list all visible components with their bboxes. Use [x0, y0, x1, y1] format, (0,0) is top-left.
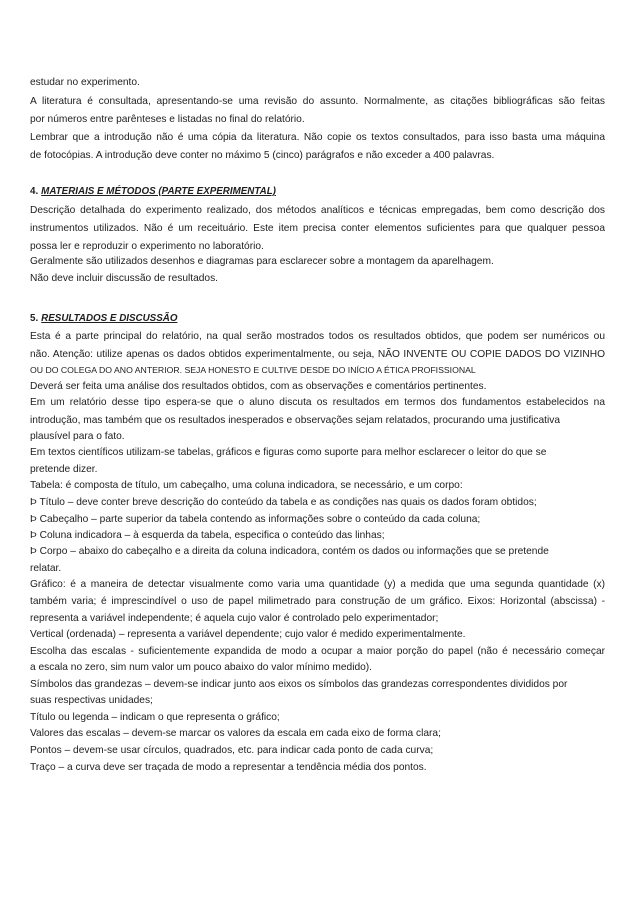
text-line: Esta é a parte principal do relatório, na qual serão mostrados todos os resultados obtidos, que podem ser numéricos ou	[30, 331, 605, 342]
text-line: pretende dizer.	[30, 464, 98, 475]
text-line: Não deve incluir discussão de resultados.	[30, 273, 219, 284]
text-line: Símbolos das grandezas – devem-se indicar junto aos eixos os símbolos das grandezas correspondentes divididos por	[30, 679, 568, 690]
text-line: relatar.	[30, 563, 62, 574]
text-line: instrumentos utilizados. Não é um receituário. Este item precisa conter elementos suficientes para que qualquer pessoa	[30, 223, 605, 234]
text-line: Em um relatório desse tipo espera-se que o aluno discuta os resultados em termos dos fundamentos estabelecidos na	[30, 397, 605, 408]
text-line: Geralmente são utilizados desenhos e diagramas para esclarecer sobre a montagem da aparelhagem.	[30, 256, 494, 267]
text-line: não. Atenção: utilize apenas os dados obtidos experimentalmente, ou seja, NÃO INVENTE OU COPIE DADOS DO VIZINHO	[30, 349, 605, 360]
text-line: representa a variável independente; é aquela cujo valor é controlado pelo experimentador;	[30, 613, 439, 624]
text-line: introdução, mas também que os resultados inesperados e observações sejam relatados, procurando uma justificativa	[30, 415, 561, 426]
list-item: Þ Título – deve conter breve descrição do conteúdo da tabela e as condições nas quais os dados foram obtidos;	[30, 497, 537, 508]
list-item: Þ Corpo – abaixo do cabeçalho e a direita da coluna indicadora, contém os dados ou informações que se pretende	[30, 546, 549, 557]
text-line: Valores das escalas – devem-se marcar os valores da escala em cada eixo de forma clara;	[30, 728, 441, 739]
text-line: de fotocópias. A introdução deve conter no máximo 5 (cinco) parágrafos e não exceder a 400 palavras.	[30, 150, 495, 161]
list-item: Þ Cabeçalho – parte superior da tabela contendo as informações sobre o conteúdo da cada coluna;	[30, 514, 481, 525]
text-line: Pontos – devem-se usar círculos, quadrados, etc. para indicar cada ponto de cada curva;	[30, 745, 434, 756]
text-line: Em textos científicos utilizam-se tabelas, gráficos e figuras como suporte para melhor esclarecer o leitor do que se	[30, 447, 547, 458]
text-line: Deverá ser feita uma análise dos resultados obtidos, com as observações e comentários pertinentes.	[30, 381, 487, 392]
text-line: Tabela: é composta de título, um cabeçalho, uma coluna indicadora, se necessário, e um corpo:	[30, 480, 463, 491]
text-line: Escolha das escalas - suficientemente expandida de modo a ocupar a maior porção do papel (não é necessário começar	[30, 646, 605, 657]
text-line: Título ou legenda – indicam o que representa o gráfico;	[30, 712, 280, 723]
section-5-number: 5.	[30, 313, 39, 324]
text-line: a escala no zero, sim num valor um pouco abaixo do valor mínimo medido).	[30, 662, 373, 673]
section-4-title: MATERIAIS E MÉTODOS (PARTE EXPERIMENTAL)	[41, 186, 276, 197]
text-line: Descrição detalhada do experimento realizado, dos métodos analíticos e técnicas empregadas, bem como descrição dos	[30, 205, 605, 216]
section-5-heading	[30, 312, 605, 325]
text-line: Vertical (ordenada) – representa a variável dependente; cujo valor é medido experimentalmente.	[30, 629, 466, 640]
text-line: suas respectivas unidades;	[30, 695, 153, 706]
text-line: A literatura é consultada, apresentando-se uma revisão do assunto. Normalmente, as citações bibliográficas são feitas	[30, 96, 605, 107]
text-line: estudar no experimento.	[30, 77, 140, 88]
text-line: também varia; é imprescindível o uso de papel milimetrado para construção de um gráfico. Eixos: Horizontal (abscissa) -	[30, 596, 605, 607]
section-4-heading	[30, 185, 605, 198]
text-line: possa ler e reproduzir o experimento no laboratório.	[30, 241, 264, 252]
text-line: OU DO COLEGA DO ANO ANTERIOR. SEJA HONESTO E CULTIVE DESDE DO INÍCIO A ÉTICA PROFISSIONAL	[30, 365, 476, 375]
list-item: Þ Coluna indicadora – à esquerda da tabela, especifica o conteúdo das linhas;	[30, 530, 385, 541]
section-5-title: RESULTADOS E DISCUSSÃO	[41, 313, 178, 324]
text-line: Lembrar que a introdução não é uma cópia da literatura. Não copie os textos consultados, para isso basta uma máquina	[30, 132, 605, 143]
text-line: por números entre parênteses e listadas no final do relatório.	[30, 114, 305, 125]
text-line: plausível para o fato.	[30, 431, 125, 442]
text-line: Gráfico: é a maneira de detectar visualmente como varia uma quantidade (y) a medida que uma segunda quantidade (x)	[30, 579, 605, 590]
text-line: Traço – a curva deve ser traçada de modo a representar a tendência média dos pontos.	[30, 762, 427, 773]
section-4-number: 4.	[30, 186, 39, 197]
